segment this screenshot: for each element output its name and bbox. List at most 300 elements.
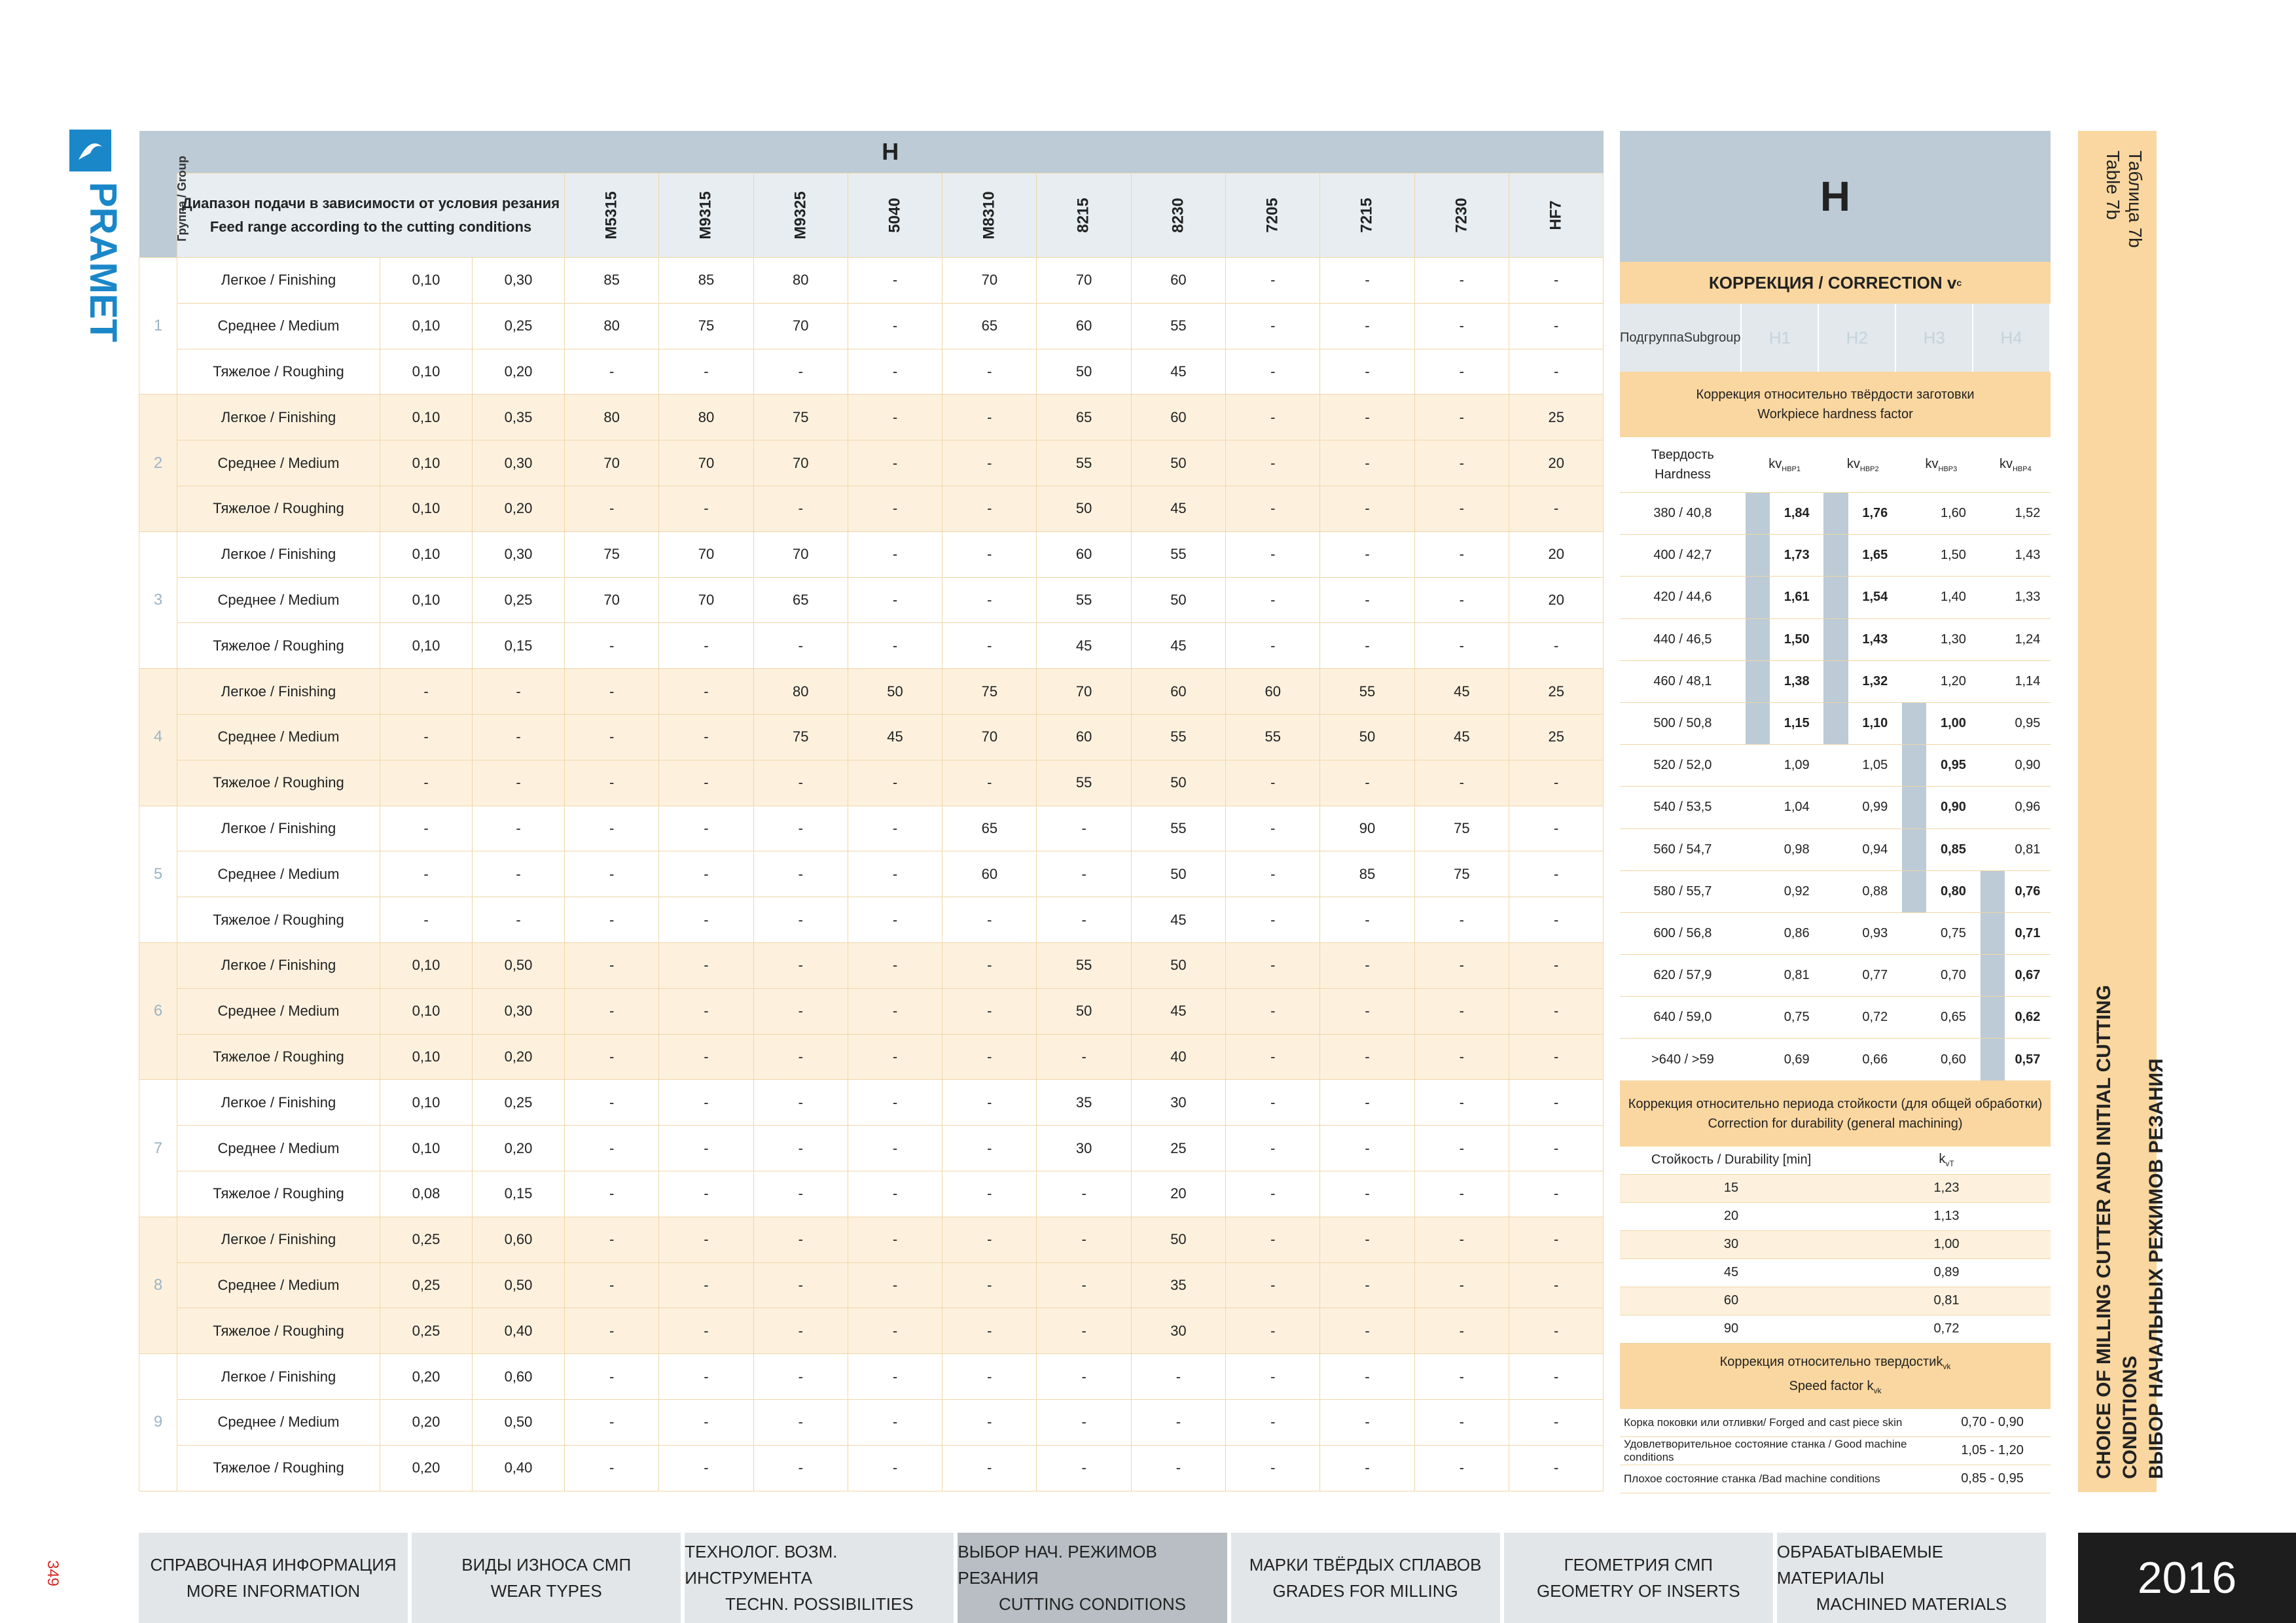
speed-factor-table [1620,1409,2051,1493]
speed-cell: - [753,1171,848,1217]
speed-cell: - [848,440,942,486]
feed-min-cell: 0,10 [380,1126,473,1171]
speed-cell: 80 [753,669,848,715]
subgroup-indicator [1746,535,1770,577]
speed-cell: - [753,349,848,395]
speed-cell: 70 [659,440,753,486]
feed-max-cell: 0,40 [473,1445,565,1491]
speed-cell: 30 [1131,1080,1225,1126]
hardness-note: Коррекция относительно твёрдости заготовки Workpiece hardness factor [1620,372,2051,437]
speed-cell: - [1414,1262,1509,1308]
speed-cell: - [848,851,942,897]
speed-cell: 55 [1320,669,1414,715]
speed-cell: - [942,1080,1037,1126]
speed-cell: 55 [1131,806,1225,851]
speed-cell: - [1509,806,1603,851]
speed-factor-label: Удовлетворительное состояние станка / Good machine conditions [1620,1436,1934,1465]
kv-value: 0,75 [1770,997,1824,1039]
speed-cell: - [942,1126,1037,1171]
table-row [139,395,1604,440]
feed-max-cell: 0,20 [473,1126,565,1171]
speed-cell: - [1509,1217,1603,1262]
hardness-value: 620 / 57,9 [1620,955,1746,997]
durability-table [1620,1147,2051,1344]
condition-cell: Легкое / Finishing [177,806,380,851]
subgroup-indicator [1981,870,2005,912]
speed-factor-note: Коррекция относительно твердостиk$_{vk}$ Speed factor $k_{vk}$ [1620,1344,2051,1409]
subgroup-indicator [1823,955,1848,997]
speed-cell: 75 [942,669,1037,715]
speed-factor-value: 0,70 - 0,90 [1934,1409,2051,1437]
speed-cell: - [1226,1080,1320,1126]
speed-cell: - [1414,760,1509,806]
speed-cell: - [1226,851,1320,897]
speed-cell: - [942,577,1037,623]
feed-min-cell: - [380,897,473,943]
condition-cell: Тяжелое / Roughing [177,1034,380,1080]
feed-min-cell: 0,20 [380,1399,473,1445]
kv-value: 1,38 [1770,660,1824,702]
kv-value: 0,92 [1770,870,1824,912]
feed-max-cell: 0,15 [473,1171,565,1217]
subgroup-indicator [1902,997,1926,1039]
kv-value: 0,67 [2005,955,2051,997]
feed-min-cell: 0,10 [380,440,473,486]
nav-item[interactable] [139,1533,408,1623]
speed-cell: - [753,760,848,806]
subgroup-indicator [1746,870,1770,912]
speed-cell: - [1037,851,1131,897]
subgroup-indicator [1902,955,1926,997]
condition-cell: Легкое / Finishing [177,258,380,304]
kv-value: 0,71 [2005,912,2051,954]
subgroup-indicator [1981,577,2005,618]
speed-cell: 70 [1037,669,1131,715]
speed-cell: - [942,897,1037,943]
speed-cell: 30 [1037,1126,1131,1171]
speed-cell: - [1414,1445,1509,1491]
speed-cell: - [565,942,659,988]
kv-value: 0,99 [1848,787,1903,829]
speed-cell: - [1226,1445,1320,1491]
speed-cell: 55 [1037,942,1131,988]
feed-min-cell: 0,10 [380,303,473,349]
kv-value: 1,05 [1848,745,1903,787]
speed-cell: 70 [565,577,659,623]
kv-value: 1,32 [1848,660,1903,702]
table-row [139,440,1604,486]
hardness-value: 560 / 54,7 [1620,829,1746,870]
table-row [139,806,1604,851]
subgroup-indicator [1823,912,1848,954]
table-row [139,1034,1604,1080]
speed-cell: - [1037,1445,1131,1491]
subgroup-indicator [1746,702,1770,744]
hardness-table [1620,437,2051,1081]
table-row [139,760,1604,806]
nav-item-label-ru: ВИДЫ ИЗНОСА СМП [461,1555,632,1575]
speed-cell: - [1509,1262,1603,1308]
kv-value: 0,80 [1926,870,1981,912]
speed-cell: - [565,486,659,531]
speed-cell: - [753,1034,848,1080]
kv-value: 0,62 [2005,997,2051,1039]
kv-value: 0,90 [2005,745,2051,787]
speed-cell: - [659,1399,753,1445]
nav-item[interactable] [958,1533,1227,1623]
speed-cell: - [1320,623,1414,669]
speed-cell: - [848,1126,942,1171]
speed-cell: - [1414,942,1509,988]
speed-cell: - [848,897,942,943]
speed-cell: - [942,1171,1037,1217]
speed-factor-row [1620,1436,2051,1465]
subgroup-indicator [1981,912,2005,954]
hardness-label: Твердость Hardness [1620,437,1746,493]
feed-max-cell: - [473,714,565,760]
speed-cell: - [848,349,942,395]
speed-cell: - [659,760,753,806]
speed-factor-value: 1,05 - 1,20 [1934,1436,2051,1465]
speed-cell: 70 [753,440,848,486]
subgroup-h4: H4 [1973,304,2051,372]
speed-cell: 35 [1131,1262,1225,1308]
speed-cell: - [848,1034,942,1080]
kv-value: 0,90 [1926,787,1981,829]
nav-item[interactable] [1777,1533,2046,1623]
speed-cell: - [1037,1034,1131,1080]
kv-value: 0,93 [1848,912,1903,954]
speed-cell: - [753,1080,848,1126]
kv-value: 1,24 [2005,618,2051,660]
speed-cell: - [1414,1399,1509,1445]
correction-panel [1620,131,2051,1492]
condition-cell: Легкое / Finishing [177,942,380,988]
speed-cell: - [1414,1126,1509,1171]
subgroup-indicator [1902,1039,1926,1080]
subgroup-indicator [1902,702,1926,744]
speed-cell: 60 [1037,303,1131,349]
speed-cell: - [1509,623,1603,669]
kv-value: 1,20 [1926,660,1981,702]
speed-cell: 25 [1509,714,1603,760]
speed-cell: - [1131,1445,1225,1491]
hardness-value: 420 / 44,6 [1620,577,1746,618]
speed-cell: 80 [753,258,848,304]
subgroup-indicator [1823,787,1848,829]
speed-cell: 75 [753,714,848,760]
speed-cell: - [1414,258,1509,304]
feed-max-cell: - [473,806,565,851]
subgroup-indicator [1746,577,1770,618]
speed-cell: 55 [1131,303,1225,349]
speed-cell: - [659,623,753,669]
feed-min-cell: 0,10 [380,623,473,669]
speed-cell: - [753,1126,848,1171]
nav-item[interactable] [1504,1533,1773,1623]
speed-cell: - [848,1080,942,1126]
speed-cell: - [753,486,848,531]
speed-cell: - [659,1126,753,1171]
speed-cell: 50 [1131,1217,1225,1262]
speed-cell: - [1226,1171,1320,1217]
speed-cell: - [1414,1080,1509,1126]
speed-cell: - [848,303,942,349]
nav-item-label-en: MORE INFORMATION [186,1581,361,1601]
subgroup-indicator [1823,535,1848,577]
subgroup-indicator [1902,493,1926,535]
speed-cell: - [942,1217,1037,1262]
table-row [139,623,1604,669]
speed-cell: - [1320,988,1414,1034]
feed-min-cell: - [380,760,473,806]
subgroup-indicator [1823,870,1848,912]
nav-item[interactable] [412,1533,681,1623]
kv-value: 0,77 [1848,955,1903,997]
kv-value: 1,14 [2005,660,2051,702]
speed-cell: - [753,806,848,851]
durability-label: Стойкость / Durability [min] [1620,1147,1842,1175]
group-number: 5 [139,806,177,942]
side-strip [2078,131,2167,1492]
speed-cell: 45 [1131,349,1225,395]
speed-cell: - [1037,1171,1131,1217]
speed-cell: - [1509,486,1603,531]
speed-cell: - [1509,349,1603,395]
feed-max-cell: 0,60 [473,1354,565,1400]
group-number: 4 [139,669,177,806]
speed-cell: - [848,942,942,988]
correction-material-header: H [1620,131,2051,262]
speed-cell: 50 [1131,851,1225,897]
feed-max-cell: 0,60 [473,1217,565,1262]
speed-cell: - [1320,258,1414,304]
nav-item[interactable] [1231,1533,1500,1623]
feed-min-cell: 0,10 [380,1080,473,1126]
kv-value: 0,96 [2005,787,2051,829]
subgroup-indicator [1746,660,1770,702]
speed-cell: - [1509,942,1603,988]
condition-cell: Среднее / Medium [177,1126,380,1171]
speed-cell: - [1414,349,1509,395]
speed-cell: - [1226,806,1320,851]
subgroup-indicator [1823,745,1848,787]
speed-cell: - [659,806,753,851]
subgroup-indicator [1981,702,2005,744]
speed-cell: - [848,1217,942,1262]
speed-cell: - [1320,1034,1414,1080]
condition-cell: Тяжелое / Roughing [177,1445,380,1491]
speed-cell: - [659,1171,753,1217]
speed-cell: - [848,531,942,577]
grade-header: M9325 [753,173,848,258]
subgroup-indicator [1823,577,1848,618]
feed-min-cell: 0,10 [380,577,473,623]
speed-cell: - [753,1262,848,1308]
hardness-row [1620,702,2051,744]
speed-cell: - [565,349,659,395]
speed-cell: 60 [1037,714,1131,760]
kv-value: 0,70 [1926,955,1981,997]
feed-min-cell: - [380,851,473,897]
feed-max-cell: 0,50 [473,1262,565,1308]
kv-value: 1,00 [1926,702,1981,744]
hardness-value: 440 / 46,5 [1620,618,1746,660]
speed-cell: - [753,942,848,988]
feed-min-cell: 0,10 [380,349,473,395]
speed-cell: 80 [565,395,659,440]
group-column-header: Группа / Group [139,131,177,258]
speed-cell: 45 [1131,988,1225,1034]
subgroup-indicator [1981,997,2005,1039]
speed-cell: 35 [1037,1080,1131,1126]
feed-max-cell: 0,15 [473,623,565,669]
table-row [139,531,1604,577]
kv-value: 1,15 [1770,702,1824,744]
speed-cell: - [1226,531,1320,577]
durability-k: 0,89 [1842,1258,2051,1287]
speed-cell: - [659,851,753,897]
speed-cell: - [1226,395,1320,440]
subgroup-indicator [1823,829,1848,870]
speed-cell: - [1414,577,1509,623]
feed-max-cell: 0,35 [473,395,565,440]
nav-item-label-ru: ТЕХНОЛОГ. ВОЗМ. ИНСТРУМЕНТА [685,1542,838,1588]
speed-cell: 75 [1414,806,1509,851]
kv-value: 1,65 [1848,535,1903,577]
durability-row [1620,1202,2051,1230]
speed-cell: - [1414,623,1509,669]
subgroup-indicator [1746,745,1770,787]
speed-cell: - [1226,988,1320,1034]
speed-cell: - [1509,1354,1603,1400]
speed-cell: - [1226,577,1320,623]
speed-cell: - [1414,1034,1509,1080]
hardness-value: 540 / 53,5 [1620,787,1746,829]
speed-cell: 75 [659,303,753,349]
subgroup-indicator [1902,829,1926,870]
speed-cell: - [753,897,848,943]
speed-cell: 55 [1037,440,1131,486]
speed-cell: - [659,988,753,1034]
hardness-row [1620,912,2051,954]
durability-k: 1,13 [1842,1202,2051,1230]
speed-cell: - [942,988,1037,1034]
speed-cell: - [753,1445,848,1491]
subgroup-indicator [1902,660,1926,702]
kv-value: 1,61 [1770,577,1824,618]
speed-cell: - [1037,1354,1131,1400]
kv-header: $kv_{HBP1}$ [1746,437,1824,493]
feed-max-cell: 0,20 [473,349,565,395]
speed-cell: - [848,1399,942,1445]
subgroup-indicator [1981,660,2005,702]
speed-cell: 50 [1320,714,1414,760]
speed-cell: 70 [942,258,1037,304]
speed-cell: 75 [1414,851,1509,897]
condition-cell: Легкое / Finishing [177,1080,380,1126]
subgroup-indicator [1981,955,2005,997]
speed-cell: - [1320,1080,1414,1126]
speed-cell: - [565,1126,659,1171]
kv-value: 0,85 [1926,829,1981,870]
feed-max-cell: 0,40 [473,1308,565,1354]
feed-min-cell: 0,10 [380,531,473,577]
speed-cell: 45 [848,714,942,760]
speed-cell: - [1320,1399,1414,1445]
speed-cell: - [753,851,848,897]
hardness-row [1620,1039,2051,1080]
subgroup-indicator [1981,1039,2005,1080]
subgroup-indicator [1902,870,1926,912]
group-number: 3 [139,531,177,668]
kv-value: 1,30 [1926,618,1981,660]
speed-cell: 80 [659,395,753,440]
speed-cell: 60 [1131,669,1225,715]
nav-item-label-en: CUTTING CONDITIONS [998,1594,1186,1614]
speed-cell: - [1509,897,1603,943]
condition-cell: Среднее / Medium [177,1262,380,1308]
kv-header: $kv_{HBP4}$ [1981,437,2051,493]
speed-cell: 45 [1414,669,1509,715]
speed-cell: - [1226,1217,1320,1262]
speed-cell: - [565,623,659,669]
hardness-value: 460 / 48,1 [1620,660,1746,702]
speed-cell: 70 [753,531,848,577]
speed-cell: - [1320,760,1414,806]
speed-cell: - [942,760,1037,806]
speed-cell: 70 [659,577,753,623]
speed-cell: 90 [1320,806,1414,851]
condition-cell: Тяжелое / Roughing [177,486,380,531]
condition-cell: Тяжелое / Roughing [177,760,380,806]
grade-header: HF7 [1509,173,1603,258]
speed-cell: 65 [1037,395,1131,440]
kv-value: 0,88 [1848,870,1903,912]
hardness-row [1620,660,2051,702]
speed-cell: - [1320,577,1414,623]
speed-cell: 70 [942,714,1037,760]
speed-cell: 60 [1131,395,1225,440]
kv-value: 1,73 [1770,535,1824,577]
nav-item[interactable] [685,1533,954,1623]
speed-cell: - [848,258,942,304]
table-row [139,714,1604,760]
feed-min-cell: - [380,714,473,760]
speed-cell: - [565,1171,659,1217]
speed-cell: - [565,1399,659,1445]
feed-max-cell: 0,30 [473,440,565,486]
group-number: 6 [139,942,177,1079]
speed-cell: - [753,1217,848,1262]
nav-item-label-en: WEAR TYPES [490,1581,602,1601]
speed-cell: - [565,1262,659,1308]
speed-cell: 45 [1037,623,1131,669]
section-title: CHOICE OF MILLING CUTTER AND INITIAL CUTTING CONDITIONS ВЫБОР НАЧАЛЬНЫХ РЕЖИМОВ РЕЗАНИЯ [2093,985,2167,1479]
kv-value: 0,76 [2005,870,2051,912]
speed-cell: 20 [1131,1171,1225,1217]
hardness-value: 640 / 59,0 [1620,997,1746,1039]
nav-item-label-en: MACHINED MATERIALS [1816,1594,2007,1614]
table-row [139,897,1604,943]
subgroup-indicator [1981,493,2005,535]
hardness-row [1620,787,2051,829]
subgroup-indicator [1746,829,1770,870]
durability-row [1620,1174,2051,1202]
kv-value: 1,54 [1848,577,1903,618]
hardness-row [1620,493,2051,535]
table-row [139,1171,1604,1217]
